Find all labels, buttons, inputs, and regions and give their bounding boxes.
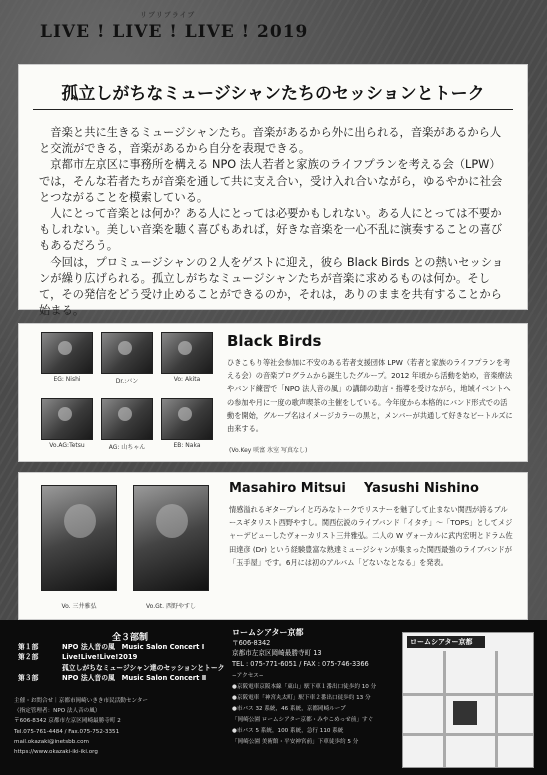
program-item: 第１部 NPO 法人音の風 Music Salon Concert Ⅰ: [18, 643, 205, 651]
access-line: ●京阪電車京阪本線「東山」駅下車１番出口徒歩約 10 分: [232, 683, 377, 690]
access-line: ●市バス 5 系統，100 系統，急行 110 系統: [232, 727, 344, 734]
photo-note: (Vo.Key 咲富 氷室 写真なし): [229, 447, 308, 454]
member-caption: Vo.AG:Tetsu: [49, 442, 85, 449]
band-name: Black Birds: [227, 332, 322, 350]
org-line: Tel.075-761-4484 / Fax.075-752-3351: [14, 728, 120, 735]
map-road: [403, 733, 533, 736]
guest-names: Masahiro Mitsui Yasushi Nishino: [229, 481, 479, 496]
footer: [0, 620, 547, 775]
org-line: 主催・お問合せ｜京都市岡崎いきき市民活動センター: [14, 698, 149, 704]
program-item: 第２部 Live!Live!Live!2019: [18, 653, 138, 662]
access-line: ●京阪電車「神宮丸太町」駅下車２番出口徒歩約 13 分: [232, 694, 371, 701]
map-road: [495, 651, 498, 767]
organizer-info: [14, 696, 254, 757]
member-photo-grid: [41, 332, 241, 457]
access-line: ●市バス 32 系統，46 系統，京都岡崎ループ: [232, 705, 346, 712]
intro-paragraph: 音楽と共に生きるミュージシャンたち。音楽があるから外に出られる，音楽があるから人と交流ができる，音楽があるから自分を表現できる。: [39, 126, 502, 156]
member-caption: EG: Nishi: [53, 376, 81, 383]
access-line: 「岡崎公園 美術館・平安神宮前」下車徒歩約 5 分: [232, 738, 359, 745]
intro-paragraph: 人にとって音楽とは何か？ある人にとっては必要かもしれない。ある人にとっては不要かもしれない。美しい音楽を聴く喜びもあれば，好きな音楽を一心不乱に演奏することの喜びもあるだろう。: [39, 207, 503, 253]
member-caption: AG: 山ちゃん: [108, 444, 146, 451]
guest-photo: [41, 485, 117, 591]
org-line: （指定管理者：NPO 法人音の風）: [14, 708, 101, 715]
org-email[interactable]: mail.okazaki@inetsbb.com: [14, 738, 89, 745]
intro-paragraph: 今回は，プロミュージシャンの２人をゲストに迎え，彼ら Black Birds との熱いセッションが繰り広げられる。孤立しがちなミュージシャンたちが音楽に求めるものは何か。そして，その発信をどう受け止めることができるのか，それは，ありのままを共有することから始まる。: [39, 255, 504, 318]
access-info: [232, 671, 392, 748]
intro-panel: [18, 64, 528, 318]
org-website[interactable]: https://www.okazaki-iki-iki.org: [14, 749, 98, 756]
map-road: [443, 651, 446, 767]
intro-paragraph: 京都市左京区に事務所を構える NPO 法人若者と家族のライフプランを考える会（LPW）では，そんな若者たちが音楽を通して共に支え合い，受け入れ合いながら，ゆるやかに社会とつながることを模索している。: [39, 158, 503, 204]
guest-photo: [133, 485, 209, 591]
event-logo: [40, 11, 309, 42]
program-item: 孤立しがちなミュージシャン達のセッションとトーク: [62, 663, 225, 672]
logo-text: LIVE ! LIVE ! LIVE ! 2019: [40, 22, 309, 42]
map-road: [403, 693, 533, 696]
band-description: ひきこもり等社会参加に不安のある若者支援団体 LPW（若者と家族のライフプランを考える会）の音楽プログラムから誕生したグループ。2012 年頃から活動を始め，音楽療法やバンド練習で「NPO 法人音の風」の講師の助言・指導を受けながら，地域イベントへの参加や月に一度の歌声喫茶の主催をしている。今年度から本格的にバンド形式での活動を開始，グループ名はイメージカラーの黒と，メンバーが共通して好きなビートルズに由来する。: [227, 358, 513, 434]
venue-info: [232, 628, 392, 748]
access-line: 「岡崎公園 ロームシアター京都・みやこめっせ前」すぐ: [232, 716, 374, 723]
page-title: 孤立しがちなミュージシャンたちのセッションとトーク: [33, 79, 513, 110]
venue-line: 〒606-8342: [232, 639, 271, 648]
venue-marker-icon: [453, 701, 477, 725]
member-caption: EB: Naka: [173, 442, 201, 449]
guest-caption: Vo. 三井雅弘: [61, 603, 97, 610]
org-line: 〒606-8342 京都市左京区岡崎最勝寺町 2: [14, 718, 121, 725]
member-photo: [101, 332, 153, 374]
program-list: [18, 642, 258, 683]
venue-line: 京都市左京区岡崎最勝寺町 13: [232, 649, 322, 658]
program-item: 第３部 NPO 法人音の風 Music Salon Concert Ⅱ: [18, 673, 207, 682]
venue-name: ロームシアター京都: [232, 628, 304, 637]
venue-map: [402, 632, 534, 768]
program-title: 全３部制: [111, 633, 148, 643]
member-photo: [41, 398, 93, 440]
guests-panel: [18, 472, 528, 620]
member-caption: Vo: Akita: [173, 376, 201, 383]
guest-caption: Vo.Gt. 西野やすし: [146, 603, 196, 610]
member-photo: [41, 332, 93, 374]
logo-ruby: リブリブライブ: [140, 11, 196, 19]
venue-line: TEL : 075-771-6051 / FAX : 075-746-3366: [232, 659, 369, 668]
intro-text: [39, 125, 507, 319]
map-label: ロームシアター京都: [407, 636, 485, 648]
guest-description: 情感溢れるギタープレイと巧みなトークでリスナーを魅了して止まない関西が誇るブルースギタリスト西野やすし。関西伝説のライブバンド「イタチ」〜「TOPS」としてメジャーデビューしたヴォーカリスト三井雅弘。二人の W ヴォーカルに武内宏明とドラム佐田達彦 (Dr) という経験豊富な熟達ミュージシャンが集まった関西最強のライブバンドが「玉手屋」です。6月には初のアルバム「どないなとなる」を発表。: [229, 505, 513, 567]
member-photo: [161, 398, 213, 440]
member-caption: Dr.:バン: [115, 378, 139, 385]
black-birds-panel: [18, 323, 528, 462]
member-photo: [101, 398, 153, 440]
access-title: −アクセス−: [232, 672, 264, 679]
member-photo: [161, 332, 213, 374]
